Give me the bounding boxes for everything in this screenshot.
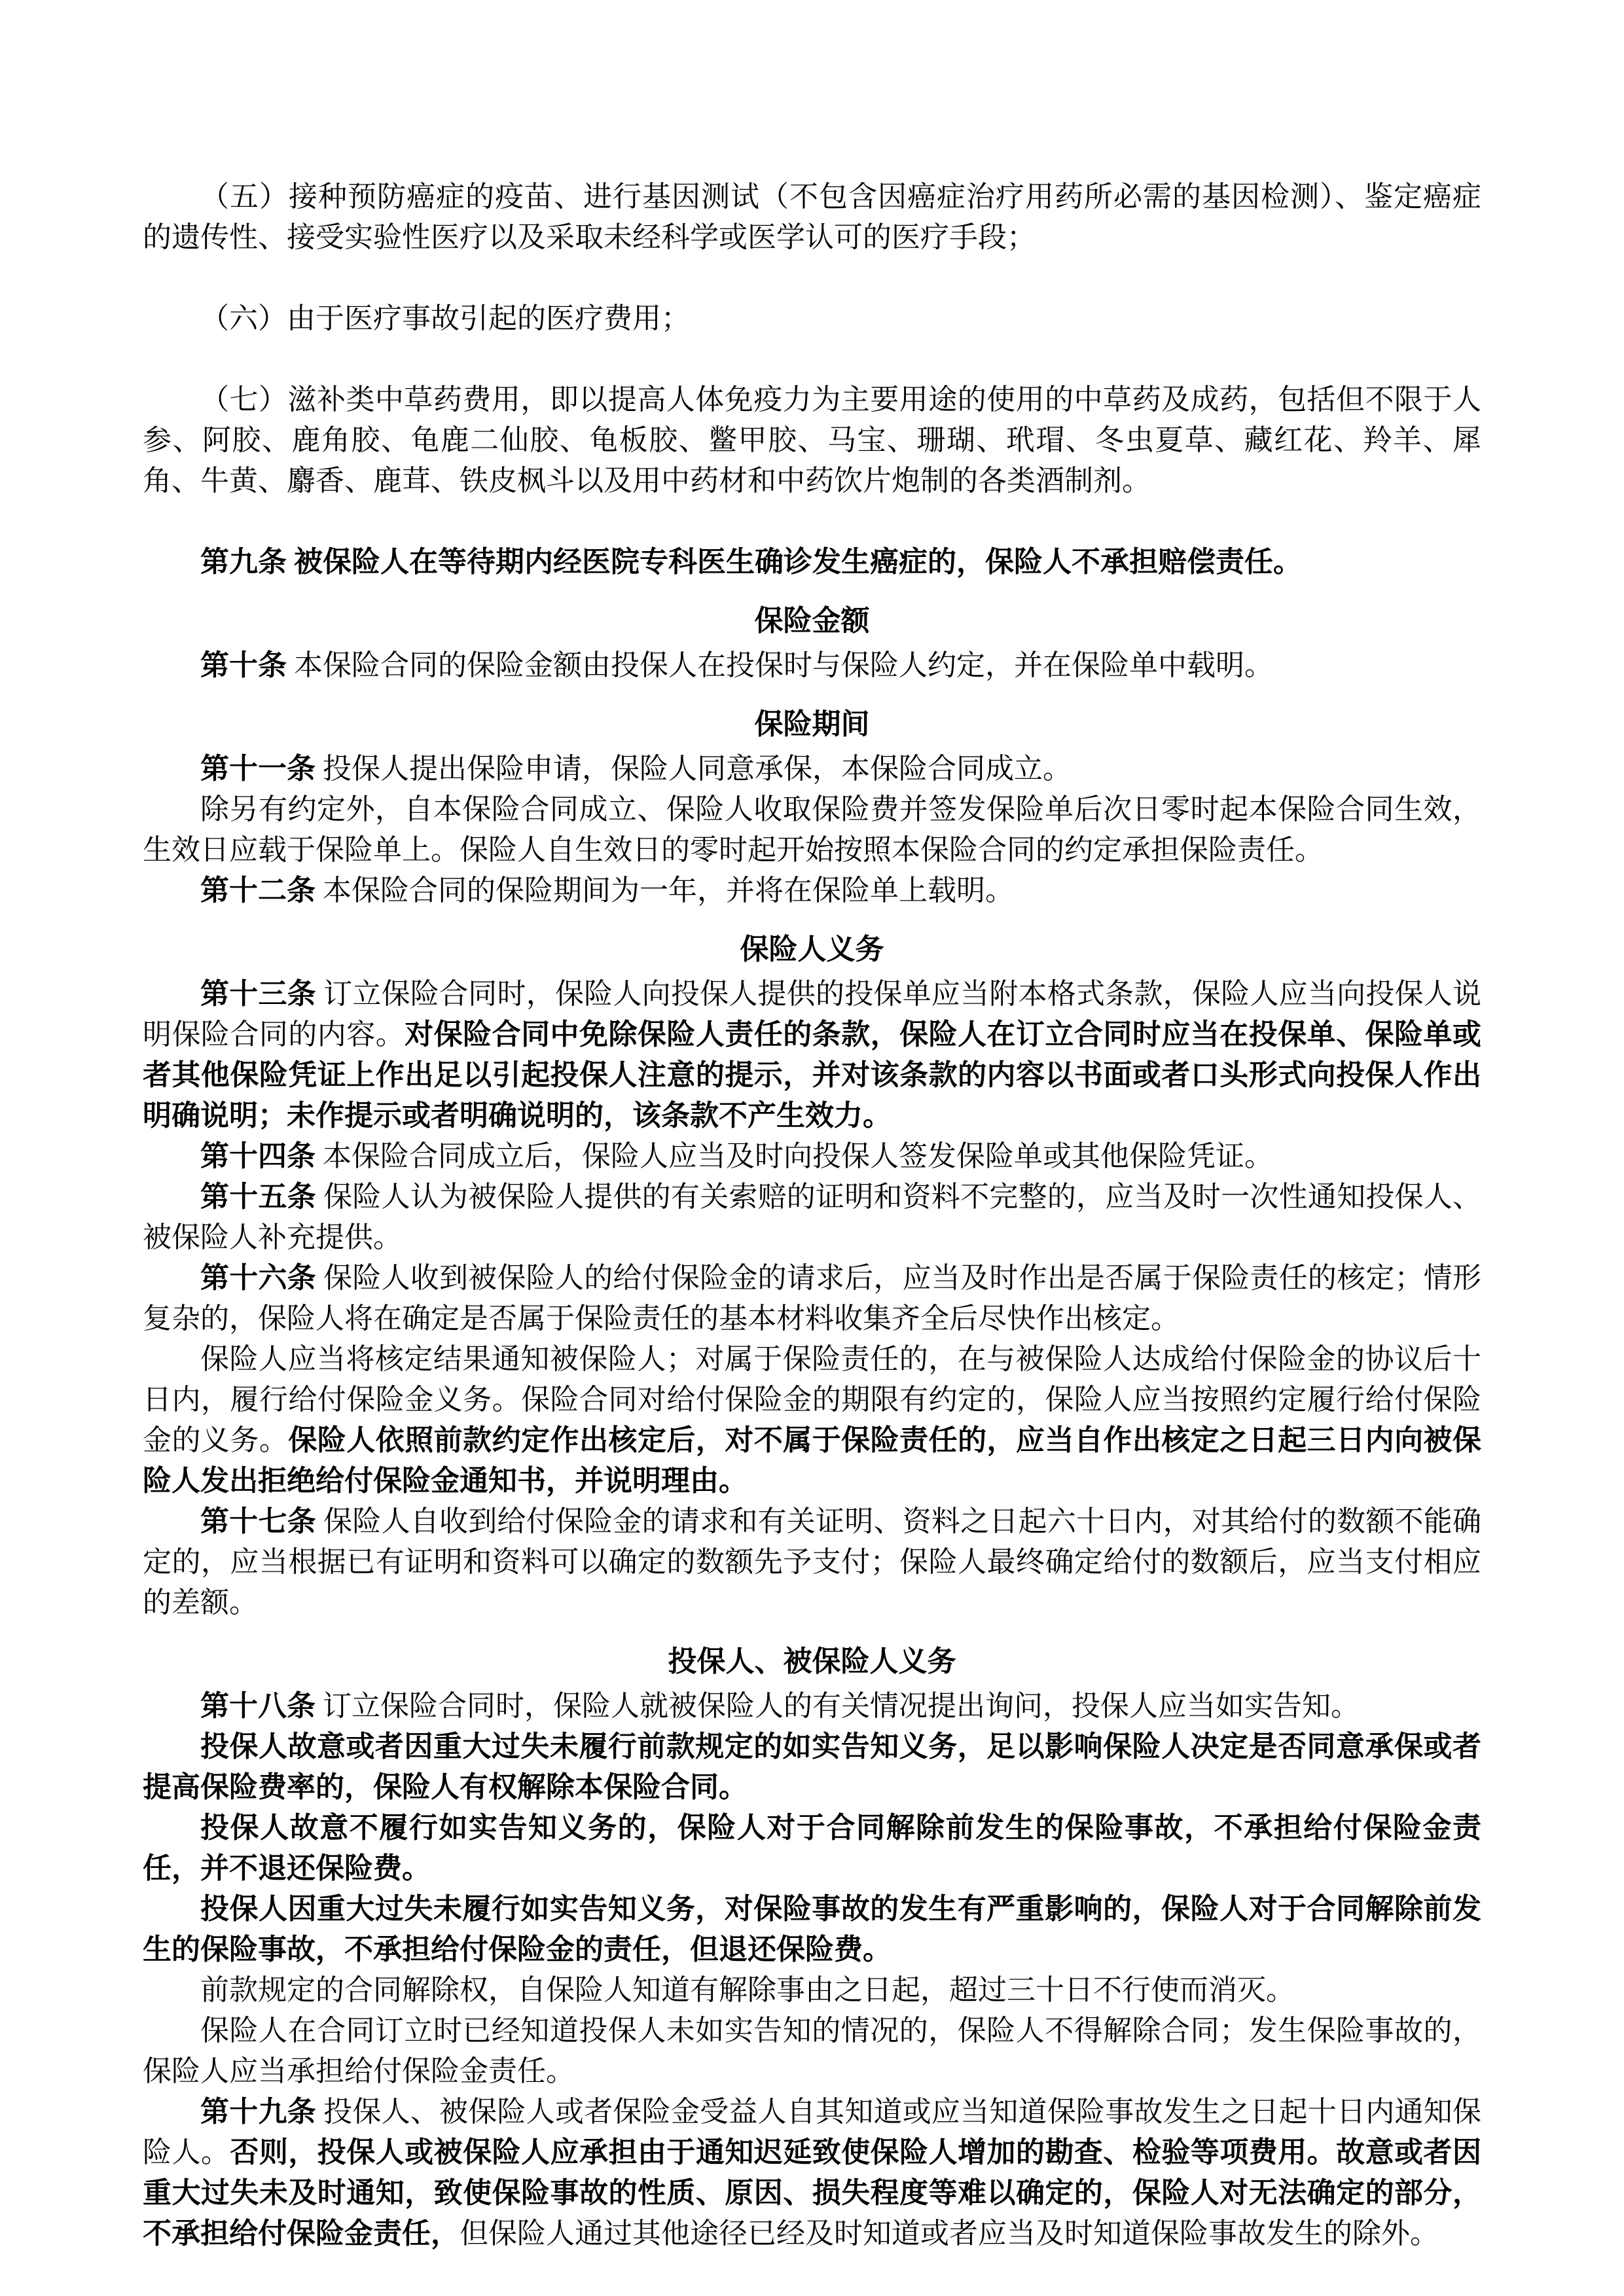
article-14 xyxy=(143,1136,1481,1177)
article-11-para-2: 除另有约定外，自本保险合同成立、保险人收取保险费并签发保险单后次日零时起本保险合同生效，生效日应载于保险单上。保险人自生效日的零时起开始按照本保险合同的约定承担保险责任。 xyxy=(143,793,1481,866)
article-10 xyxy=(143,645,1481,686)
article-17-label: 第十七条 xyxy=(200,1505,316,1537)
article-18-para-6: 保险人在合同订立时已经知道投保人未如实告知的情况的，保险人不得解除合同；发生保险事故的，保险人应当承担给付保险金责任。 xyxy=(143,2015,1481,2087)
article-19 xyxy=(143,2092,1481,2254)
article-18-para-5: 前款规定的合同解除权，自保险人知道有解除事由之日起，超过三十日不行使而消灭。 xyxy=(200,1974,1295,2006)
article-17-text: 保险人自收到给付保险金的请求和有关证明、资料之日起六十日内，对其给付的数额不能确定的，应当根据已有证明和资料可以确定的数额先予支付；保险人最终确定给付的数额后，应当支付相应的差额。 xyxy=(143,1505,1482,1619)
article-19-text-regular-2: 但保险人通过其他途径已经及时知道或者应当及时知道保险事故发生的除外。 xyxy=(460,2217,1439,2250)
article-18-label: 第十八条 xyxy=(200,1690,316,1722)
article-13 xyxy=(143,974,1481,1136)
article-15-text: 保险人认为被保险人提供的有关索赔的证明和资料不完整的，应当及时一次性通知投保人、被保险人补充提供。 xyxy=(143,1181,1482,1253)
article-10-text: 本保险合同的保险金额由投保人在投保时与保险人约定，并在保险单中载明。 xyxy=(287,649,1273,681)
article-18-text: 订立保险合同时，保险人就被保险人的有关情况提出询问，投保人应当如实告知。 xyxy=(316,1690,1360,1722)
article-10-label: 第十条 xyxy=(200,649,287,681)
exclusion-item-6: （六）由于医疗事故引起的医疗费用； xyxy=(200,302,690,334)
heading-insurance-period: 保险期间 xyxy=(754,708,870,740)
article-16-para-2-bold: 保险人依照前款约定作出核定后，对不属于保险责任的，应当自作出核定之日起三日内向被保险人发出拒绝给付保险金通知书，并说明理由。 xyxy=(143,1424,1482,1497)
article-17 xyxy=(143,1501,1481,1623)
article-14-text: 本保险合同成立后，保险人应当及时向投保人签发保险单或其他保险凭证。 xyxy=(316,1140,1273,1172)
article-19-text-bold: 否则，投保人或被保险人应承担由于通知迟延致使保险人增加的勘查、检验等项费用。故意或者因重大过失未及时通知，致使保险事故的性质、原因、损失程度等难以确定的，保险人对无法确定的部分，不承担给付保险金责任， xyxy=(143,2136,1482,2250)
article-19-label: 第十九条 xyxy=(200,2096,316,2128)
article-15-label: 第十五条 xyxy=(200,1181,316,1213)
article-12-label: 第十二条 xyxy=(200,874,316,906)
article-9 xyxy=(143,542,1481,583)
exclusion-item-5: （五）接种预防癌症的疫苗、进行基因测试（不包含因癌症治疗用药所必需的基因检测）、鉴定癌症的遗传性、接受实验性医疗以及采取未经科学或医学认可的医疗手段； xyxy=(143,181,1481,253)
article-18-para-2: 投保人故意或者因重大过失未履行前款规定的如实告知义务，足以影响保险人决定是否同意承保或者提高保险费率的，保险人有权解除本保险合同。 xyxy=(143,1731,1481,1803)
article-11-text: 投保人提出保险申请，保险人同意承保，本保险合同成立。 xyxy=(316,753,1072,785)
article-12-text: 本保险合同的保险期间为一年，并将在保险单上载明。 xyxy=(316,874,1014,906)
article-18-para-4: 投保人因重大过失未履行如实告知义务，对保险事故的发生有严重影响的，保险人对于合同解除前发生的保险事故，不承担给付保险金的责任，但退还保险费。 xyxy=(143,1893,1481,1965)
heading-policyholder-obligations: 投保人、被保险人义务 xyxy=(668,1645,956,1677)
article-16-label: 第十六条 xyxy=(200,1262,316,1294)
article-13-text-regular: 订立保险合同时，保险人向投保人提供的投保单应当附本格式条款，保险人应当向投保人说明保险合同的内容。 xyxy=(143,978,1482,1050)
article-13-label: 第十三条 xyxy=(200,978,316,1010)
heading-insurer-obligations: 保险人义务 xyxy=(740,933,884,965)
article-18-para-3: 投保人故意不履行如实告知义务的，保险人对于合同解除前发生的保险事故，不承担给付保险金责任，并不退还保险费。 xyxy=(143,1812,1481,1884)
article-14-label: 第十四条 xyxy=(200,1140,316,1172)
article-12 xyxy=(143,870,1481,911)
article-16-text: 保险人收到被保险人的给付保险金的请求后，应当及时作出是否属于保险责任的核定；情形复杂的，保险人将在确定是否属于保险责任的基本材料收集齐全后尽快作出核定。 xyxy=(143,1262,1482,1335)
article-9-text: 被保险人在等待期内经医院专科医生确诊发生癌症的，保险人不承担赔偿责任。 xyxy=(287,546,1302,578)
article-15 xyxy=(143,1177,1481,1258)
article-13-text-bold: 对保险合同中免除保险人责任的条款，保险人在订立合同时应当在投保单、保险单或者其他保险凭证上作出足以引起投保人注意的提示，并对该条款的内容以书面或者口头形式向投保人作出明确说明；未作提示或者明确说明的，该条款不产生效力。 xyxy=(143,1018,1481,1132)
article-11-label: 第十一条 xyxy=(200,753,316,785)
article-18 xyxy=(143,1686,1481,1727)
article-9-label: 第九条 xyxy=(200,546,287,578)
heading-sum-insured: 保险金额 xyxy=(754,605,870,637)
article-16-para-2-regular: 保险人应当将核定结果通知被保险人；对属于保险责任的，在与被保险人达成给付保险金的协议后十日内，履行给付保险金义务。保险合同对给付保险金的期限有约定的，保险人应当按照约定履行给付保险金的义务。 xyxy=(143,1343,1481,1456)
article-11 xyxy=(143,749,1481,789)
article-16 xyxy=(143,1258,1481,1339)
article-19-text-regular-1: 投保人、被保险人或者保险金受益人自其知道或应当知道保险事故发生之日起十日内通知保险人。 xyxy=(143,2096,1482,2168)
exclusion-item-7: （七）滋补类中草药费用，即以提高人体免疫力为主要用途的使用的中草药及成药，包括但不限于人参、阿胶、鹿角胶、龟鹿二仙胶、龟板胶、鳖甲胶、马宝、珊瑚、玳瑁、冬虫夏草、藏红花、羚羊、犀角、牛黄、麝香、鹿茸、铁皮枫斗以及用中药材和中药饮片炮制的各类酒制剂。 xyxy=(143,384,1481,497)
article-16-para-2 xyxy=(143,1339,1481,1501)
